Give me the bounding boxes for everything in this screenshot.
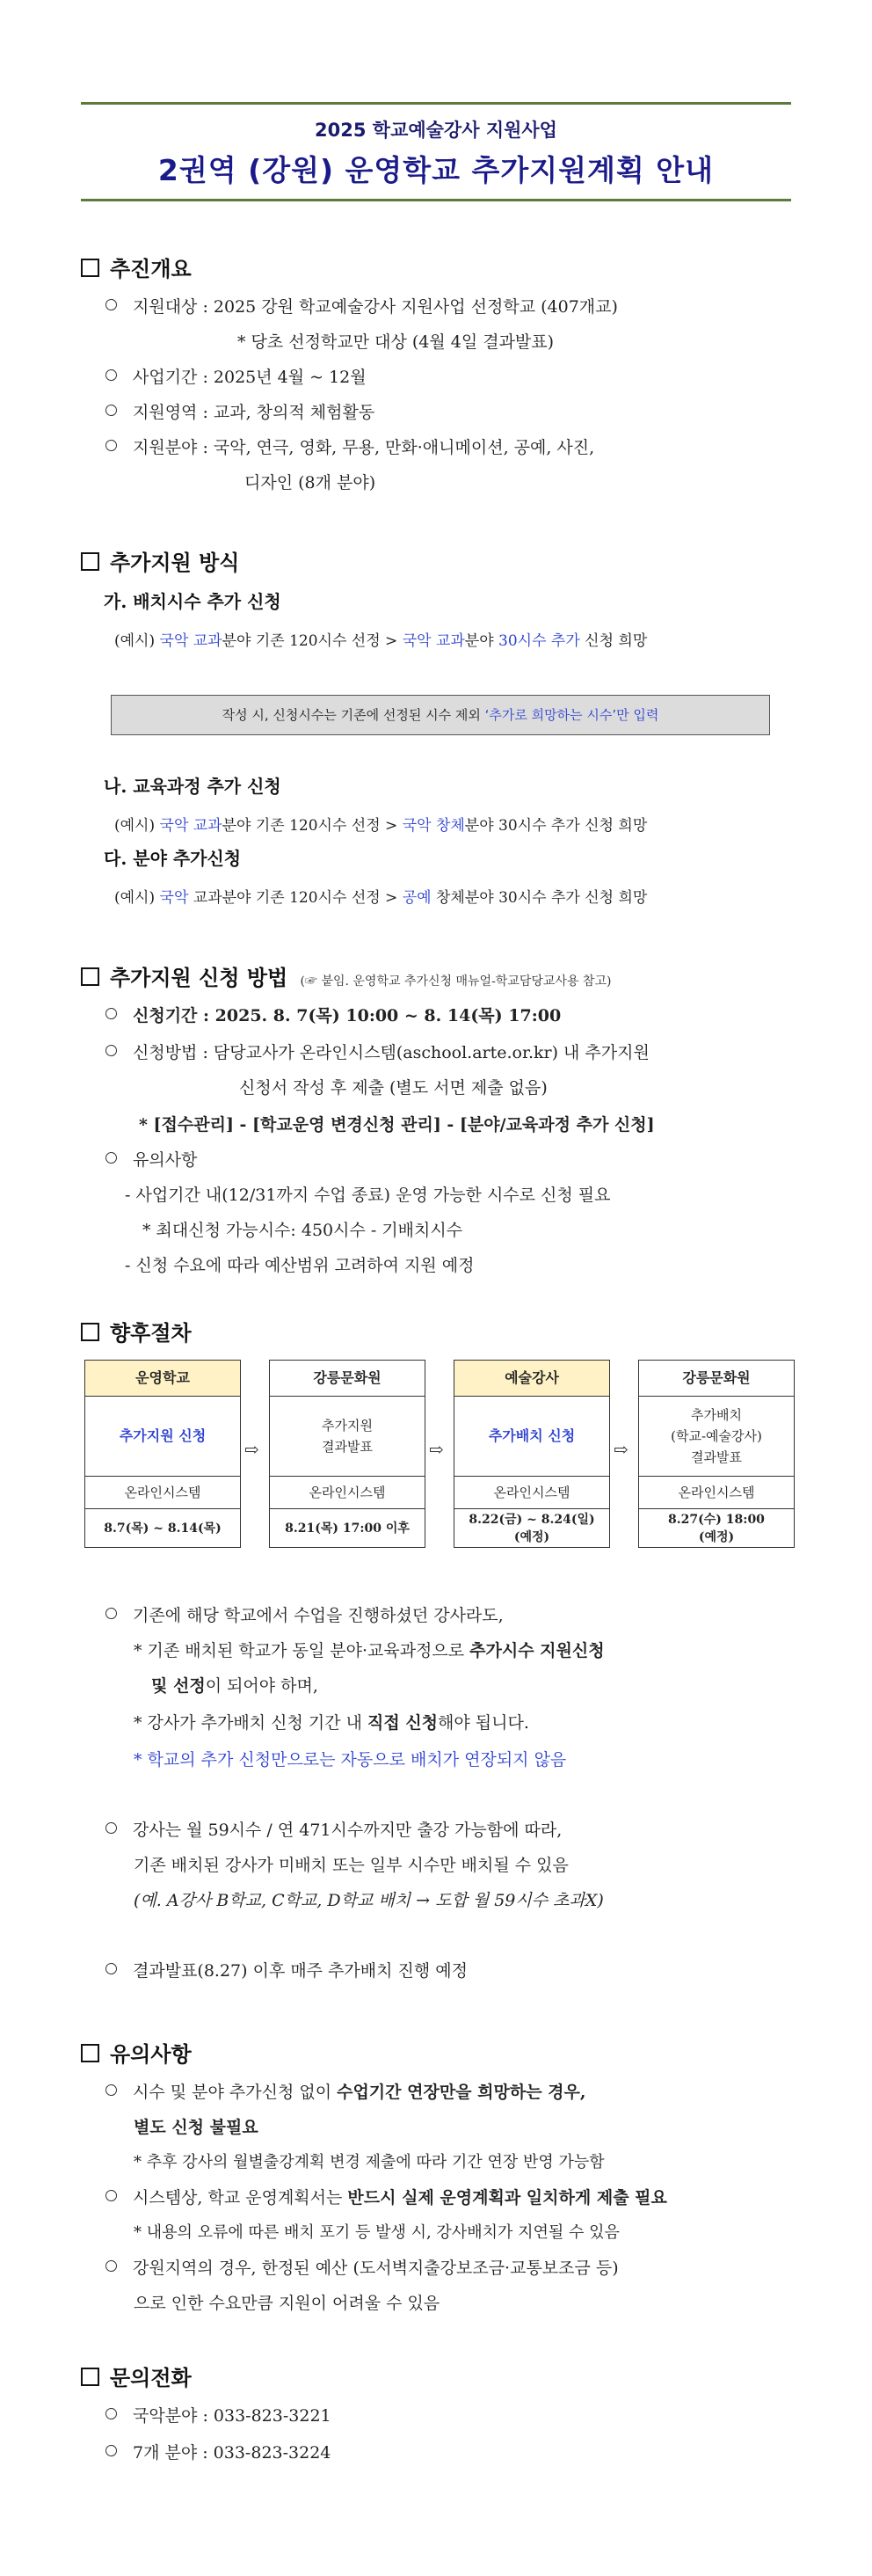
flow-step-school: 운영학교 추가지원 신청 온라인시스템 8.7(목) ~ 8.14(목) xyxy=(84,1360,241,1548)
method-c-example: (예시) 국악 교과분야 기존 120시수 선정 > 공예 창체분야 30시수 추가 신청 희망 xyxy=(114,889,648,907)
method-input-note: 작성 시, 신청시수는 기존에 선정된 시수 제외 ‘추가로 희망하는 시수’만 입력 xyxy=(111,695,770,735)
flow-step-assignment: 강릉문화원 추가배치 (학교-예술강사) 결과발표 온라인시스템 8.27(수) 18:00 (예정) xyxy=(638,1360,795,1548)
apply-manual-note: (☞ 붙임. 운영학교 추가신청 매뉴얼-학교담당교사용 참고) xyxy=(300,974,612,989)
flow-step-result: 강릉문화원 추가지원 결과발표 온라인시스템 8.21(목) 17:00 이후 xyxy=(269,1360,425,1548)
caution-3: 강원지역의 경우, 한정된 예산 (도서벽지출강보조금·교통보조금 등) xyxy=(105,2255,619,2279)
checkbox-square-icon xyxy=(81,967,99,986)
schedule-note-2b: (예. A강사 B학교, C학교, D학교 배치 → 도합 월 59시수 초과X) xyxy=(134,1891,604,1910)
method-a-title: 가. 배치시수 추가 신청 xyxy=(104,591,281,612)
caution-2-note: * 내용의 오류에 따른 배치 포기 등 발생 시, 강사배치가 지연될 수 있음 xyxy=(134,2223,620,2242)
circle-bullet-icon xyxy=(105,405,117,416)
circle-bullet-icon xyxy=(105,440,117,451)
caution-2: 시스템상, 학교 운영계획서는 반드시 실제 운영계획과 일치하게 제출 필요 xyxy=(105,2185,667,2208)
apply-method: 신청방법 : 담당교사가 온라인시스템(aschool.arte.or.kr) 내 추가지원 xyxy=(105,1040,650,1063)
schedule-note-1b: 및 선정이 되어야 하며, xyxy=(151,1676,318,1696)
schedule-note-2a: 기존 배치된 강사가 미배치 또는 일부 시수만 배치될 수 있음 xyxy=(134,1856,569,1875)
flow-arrow-icon: ⇨ xyxy=(244,1439,259,1460)
schedule-note-1: 기존에 해당 학교에서 수업을 진행하셨던 강사라도, xyxy=(105,1602,504,1626)
method-a-example: (예시) 국악 교과분야 기존 120시수 선정 > 국악 교과분야 30시수 추가 신청 희망 xyxy=(114,632,648,650)
schedule-note-2: 강사는 월 59시수 / 연 471시수까지만 출강 가능함에 따라, xyxy=(105,1817,562,1841)
section-method-heading: 추가지원 방식 xyxy=(81,545,239,576)
circle-bullet-icon xyxy=(105,1963,117,1974)
checkbox-square-icon xyxy=(81,2368,99,2386)
caution-1-note: * 추후 강사의 월별출강계획 변경 제출에 따라 기간 연장 반영 가능함 xyxy=(134,2153,605,2171)
apply-caution-2: - 신청 수요에 따라 예산범위 고려하여 지원 예정 xyxy=(125,1256,475,1275)
circle-bullet-icon xyxy=(105,369,117,381)
overview-target-note: * 당초 선정학교만 대상 (4월 4일 결과발표) xyxy=(237,332,555,352)
circle-bullet-icon xyxy=(105,1608,117,1619)
schedule-note-3: 결과발표(8.27) 이후 매주 추가배치 진행 예정 xyxy=(105,1958,468,1981)
caution-1: 시수 및 분야 추가신청 없이 수업기간 연장만을 희망하는 경우, xyxy=(105,2079,586,2103)
apply-cautions: 유의사항 xyxy=(105,1147,197,1171)
schedule-note-1d: * 학교의 추가 신청만으로는 자동으로 배치가 연장되지 않음 xyxy=(134,1750,567,1770)
checkbox-square-icon xyxy=(81,1323,99,1341)
circle-bullet-icon xyxy=(105,1822,117,1834)
flow-arrow-icon: ⇨ xyxy=(429,1439,444,1460)
apply-caution-1: - 사업기간 내(12/31까지 수업 종료) 운영 가능한 시수로 신청 필요 xyxy=(125,1186,611,1205)
document-subtitle: 2025 학교예술강사 지원사업 xyxy=(315,120,557,141)
flow-step-instructor: 예술강사 추가배치 신청 온라인시스템 8.22(금) ~ 8.24(일) (예정) xyxy=(454,1360,610,1548)
overview-fields-cont: 디자인 (8개 분야) xyxy=(244,473,376,493)
contact-gugak: 국악분야 : 033-823-3221 xyxy=(105,2403,331,2426)
overview-period: 사업기간 : 2025년 4월 ~ 12월 xyxy=(105,364,367,388)
overview-fields: 지원분야 : 국악, 연극, 영화, 무용, 만화·애니메이션, 공예, 사진, xyxy=(105,434,594,458)
apply-caution-max: * 최대신청 가능시수: 450시수 - 기배치시수 xyxy=(142,1221,463,1240)
checkbox-square-icon xyxy=(81,259,99,277)
circle-bullet-icon xyxy=(105,1152,117,1164)
caution-1-cont: 별도 신청 불필요 xyxy=(134,2118,258,2137)
section-contact-heading: 문의전화 xyxy=(81,2361,192,2391)
section-overview-heading xyxy=(81,252,192,282)
section-cautions-heading: 유의사항 xyxy=(81,2037,192,2068)
circle-bullet-icon xyxy=(105,2408,117,2419)
circle-bullet-icon xyxy=(105,1045,117,1056)
header-top-rule xyxy=(81,102,791,105)
overview-area: 지원영역 : 교과, 창의적 체험활동 xyxy=(105,399,374,423)
document-title: 2권역 (강원) 운영학교 추가지원계획 안내 xyxy=(157,153,715,187)
section-schedule-heading: 향후절차 xyxy=(81,1316,192,1346)
schedule-note-1a: * 기존 배치된 학교가 동일 분야·교육과정으로 추가시수 지원신청 xyxy=(134,1641,605,1660)
circle-bullet-icon xyxy=(105,2260,117,2272)
checkbox-square-icon xyxy=(81,552,99,571)
circle-bullet-icon xyxy=(105,1008,117,1019)
contact-others: 7개 분야 : 033-823-3224 xyxy=(105,2440,331,2463)
header-bottom-rule xyxy=(81,199,791,201)
overview-target: 지원대상 : 2025 강원 학교예술강사 지원사업 선정학교 (407개교) xyxy=(105,294,618,317)
method-b-example: (예시) 국악 교과분야 기존 120시수 선정 > 국악 창체분야 30시수 추가 신청 희망 xyxy=(114,817,648,835)
circle-bullet-icon xyxy=(105,299,117,310)
checkbox-square-icon xyxy=(81,2044,99,2062)
method-c-title: 다. 분야 추가신청 xyxy=(104,848,242,869)
section-title: 추진개요 xyxy=(110,256,192,281)
flow-arrow-icon: ⇨ xyxy=(614,1439,629,1460)
circle-bullet-icon xyxy=(105,2190,117,2201)
circle-bullet-icon xyxy=(105,2445,117,2456)
circle-bullet-icon xyxy=(105,2084,117,2096)
schedule-note-1c: * 강사가 추가배치 신청 기간 내 직접 신청해야 됩니다. xyxy=(134,1713,529,1733)
section-apply-heading: 추가지원 신청 방법 (☞ 붙임. 운영학교 추가신청 매뉴얼-학교담당교사용 참고) xyxy=(81,960,611,991)
apply-period: 신청기간 : 2025. 8. 7(목) 10:00 ~ 8. 14(목) 17:00 xyxy=(105,1003,561,1026)
method-b-title: 나. 교육과정 추가 신청 xyxy=(104,776,281,797)
caution-3-cont: 으로 인한 수요만큼 지원이 어려울 수 있음 xyxy=(134,2294,440,2313)
apply-menu-path: * [접수관리] - [학교운영 변경신청 관리] - [분야/교육과정 추가 신청] xyxy=(139,1115,655,1135)
apply-method-cont: 신청서 작성 후 제출 (별도 서면 제출 없음) xyxy=(239,1078,548,1098)
